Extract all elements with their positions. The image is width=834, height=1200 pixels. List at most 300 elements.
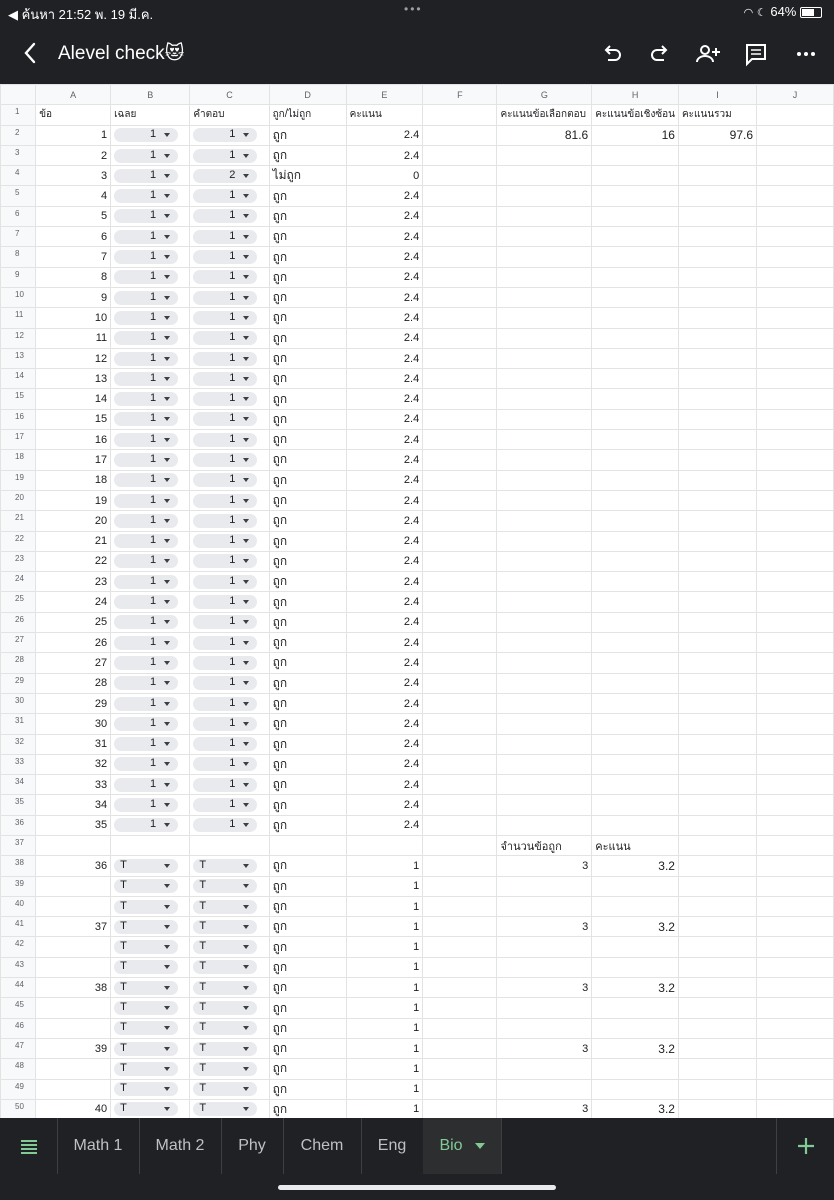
dropdown-chip[interactable]	[193, 453, 257, 467]
cell-c[interactable]	[190, 835, 269, 855]
answer-key-cell[interactable]	[111, 673, 190, 693]
row-header[interactable]: 43	[1, 957, 36, 977]
result-cell[interactable]: ถูก	[269, 978, 346, 998]
cell-g[interactable]	[497, 430, 592, 450]
cell-i[interactable]	[678, 267, 756, 287]
cell-j[interactable]	[757, 734, 834, 754]
answer-key-cell[interactable]	[111, 572, 190, 592]
dropdown-chip[interactable]	[193, 372, 257, 386]
score-cell[interactable]: 2.4	[346, 247, 423, 267]
score-cell[interactable]: 2.4	[346, 470, 423, 490]
row-header[interactable]: 23	[1, 551, 36, 571]
cell-i[interactable]	[678, 957, 756, 977]
dropdown-chip[interactable]	[193, 615, 257, 629]
row-header[interactable]: 48	[1, 1059, 36, 1079]
question-number-cell[interactable]: 27	[36, 653, 111, 673]
result-cell[interactable]: ถูก	[269, 754, 346, 774]
question-number-cell[interactable]	[36, 998, 111, 1018]
cell-j[interactable]	[757, 166, 834, 186]
result-cell[interactable]: ถูก	[269, 1038, 346, 1058]
answer-key-cell[interactable]	[111, 693, 190, 713]
score-cell[interactable]: 2.4	[346, 328, 423, 348]
cell-j[interactable]	[757, 673, 834, 693]
question-number-cell[interactable]	[36, 876, 111, 896]
row-header[interactable]: 33	[1, 754, 36, 774]
question-number-cell[interactable]: 40	[36, 1099, 111, 1118]
cell-g[interactable]	[497, 206, 592, 226]
cell-j[interactable]	[757, 693, 834, 713]
answer-key-cell[interactable]	[111, 409, 190, 429]
cell-f[interactable]	[423, 430, 497, 450]
question-number-cell[interactable]: 3	[36, 166, 111, 186]
question-number-cell[interactable]: 1	[36, 125, 111, 145]
dropdown-chip[interactable]	[114, 412, 178, 426]
dropdown-chip[interactable]	[114, 778, 178, 792]
back-arrow-icon[interactable]	[20, 40, 42, 66]
cell-j[interactable]	[757, 105, 834, 125]
dropdown-chip[interactable]	[114, 737, 178, 751]
answer-cell[interactable]	[190, 227, 269, 247]
answer-cell[interactable]	[190, 308, 269, 328]
summary-total-score[interactable]: 97.6	[678, 125, 756, 145]
question-number-cell[interactable]	[36, 1059, 111, 1079]
answer-key-cell[interactable]	[111, 511, 190, 531]
row-header[interactable]: 8	[1, 247, 36, 267]
row-header[interactable]: 50	[1, 1099, 36, 1118]
answer-key-cell[interactable]	[111, 186, 190, 206]
cell-f[interactable]	[423, 105, 497, 125]
cell-j[interactable]	[757, 247, 834, 267]
score-cell[interactable]: 2.4	[346, 409, 423, 429]
cell-i[interactable]	[678, 795, 756, 815]
column-header-d[interactable]: D	[269, 85, 346, 105]
cell-j[interactable]	[757, 612, 834, 632]
score-cell[interactable]: 2.4	[346, 815, 423, 835]
dropdown-chip[interactable]	[193, 352, 257, 366]
header-cell-g[interactable]: คะแนนข้อเลือกตอบ	[497, 105, 592, 125]
score-cell[interactable]: 2.4	[346, 430, 423, 450]
question-number-cell[interactable]: 39	[36, 1038, 111, 1058]
cell-i[interactable]	[678, 206, 756, 226]
answer-cell[interactable]	[190, 267, 269, 287]
row-header[interactable]: 32	[1, 734, 36, 754]
result-cell[interactable]: ถูก	[269, 389, 346, 409]
score-cell[interactable]: 2.4	[346, 227, 423, 247]
row-header[interactable]: 25	[1, 592, 36, 612]
answer-key-cell[interactable]	[111, 775, 190, 795]
cell-i[interactable]	[678, 287, 756, 307]
cell-f[interactable]	[423, 551, 497, 571]
correct-count-cell[interactable]: 3	[497, 1099, 592, 1118]
row-header[interactable]: 13	[1, 348, 36, 368]
result-cell[interactable]: ถูก	[269, 1018, 346, 1038]
cell-j[interactable]	[757, 490, 834, 510]
question-number-cell[interactable]: 16	[36, 430, 111, 450]
cell-i[interactable]	[678, 633, 756, 653]
result-cell[interactable]: ถูก	[269, 673, 346, 693]
row-header[interactable]: 12	[1, 328, 36, 348]
answer-key-cell[interactable]	[111, 714, 190, 734]
question-number-cell[interactable]	[36, 1018, 111, 1038]
cell-j[interactable]	[757, 369, 834, 389]
dropdown-chip[interactable]	[193, 473, 257, 487]
cell-i[interactable]	[678, 551, 756, 571]
cell-j[interactable]	[757, 470, 834, 490]
result-cell[interactable]: ถูก	[269, 876, 346, 896]
answer-cell[interactable]	[190, 673, 269, 693]
dropdown-chip[interactable]	[193, 1082, 257, 1096]
cell-f[interactable]	[423, 470, 497, 490]
row-header[interactable]: 15	[1, 389, 36, 409]
score-cell[interactable]: 2.4	[346, 795, 423, 815]
score-cell[interactable]: 2.4	[346, 308, 423, 328]
result-cell[interactable]: ถูก	[269, 693, 346, 713]
question-number-cell[interactable]: 37	[36, 917, 111, 937]
cell-f[interactable]	[423, 166, 497, 186]
result-cell[interactable]: ถูก	[269, 572, 346, 592]
cell-i[interactable]	[678, 348, 756, 368]
question-number-cell[interactable]: 25	[36, 612, 111, 632]
score-cell[interactable]: 2.4	[346, 633, 423, 653]
cell-j[interactable]	[757, 1099, 834, 1118]
answer-key-cell[interactable]	[111, 1059, 190, 1079]
dropdown-chip[interactable]	[193, 960, 257, 974]
cell-f[interactable]	[423, 998, 497, 1018]
dropdown-chip[interactable]	[114, 1001, 178, 1015]
header-cell-b[interactable]: เฉลย	[111, 105, 190, 125]
result-cell[interactable]: ถูก	[269, 247, 346, 267]
cell-j[interactable]	[757, 1079, 834, 1099]
answer-cell[interactable]	[190, 409, 269, 429]
answer-cell[interactable]	[190, 917, 269, 937]
answer-key-cell[interactable]	[111, 876, 190, 896]
cell-j[interactable]	[757, 287, 834, 307]
cell-h[interactable]	[592, 389, 679, 409]
cell-i[interactable]	[678, 978, 756, 998]
answer-cell[interactable]	[190, 714, 269, 734]
result-cell[interactable]: ถูก	[269, 1059, 346, 1079]
cell-h[interactable]	[592, 490, 679, 510]
answer-key-cell[interactable]	[111, 1018, 190, 1038]
answer-cell[interactable]	[190, 430, 269, 450]
row-header[interactable]: 39	[1, 876, 36, 896]
dropdown-chip[interactable]	[114, 656, 178, 670]
result-cell[interactable]: ถูก	[269, 795, 346, 815]
dropdown-chip[interactable]	[193, 331, 257, 345]
answer-cell[interactable]	[190, 653, 269, 673]
question-number-cell[interactable]: 14	[36, 389, 111, 409]
row-header[interactable]: 36	[1, 815, 36, 835]
cell-j[interactable]	[757, 815, 834, 835]
result-cell[interactable]: ถูก	[269, 511, 346, 531]
cell-g[interactable]	[497, 754, 592, 774]
cell-j[interactable]	[757, 633, 834, 653]
score-cell[interactable]: 2.4	[346, 775, 423, 795]
answer-cell[interactable]	[190, 775, 269, 795]
answer-cell[interactable]	[190, 754, 269, 774]
result-cell[interactable]: ถูก	[269, 450, 346, 470]
correct-count-cell[interactable]: 3	[497, 917, 592, 937]
answer-key-cell[interactable]	[111, 206, 190, 226]
result-cell[interactable]: ถูก	[269, 125, 346, 145]
cell-h[interactable]	[592, 511, 679, 531]
cell-i[interactable]	[678, 145, 756, 165]
cell-i[interactable]	[678, 1038, 756, 1058]
group-score-cell[interactable]	[592, 957, 679, 977]
dropdown-chip[interactable]	[114, 352, 178, 366]
cell-h[interactable]	[592, 450, 679, 470]
result-cell[interactable]: ถูก	[269, 531, 346, 551]
cell-i[interactable]	[678, 612, 756, 632]
correct-count-cell[interactable]	[497, 1059, 592, 1079]
correct-count-cell[interactable]	[497, 896, 592, 916]
answer-key-cell[interactable]	[111, 734, 190, 754]
add-person-icon[interactable]	[694, 40, 722, 68]
cell-i[interactable]	[678, 490, 756, 510]
dropdown-chip[interactable]	[114, 1042, 178, 1056]
row-header[interactable]: 3	[1, 145, 36, 165]
cell-g[interactable]	[497, 166, 592, 186]
score-cell[interactable]: 2.4	[346, 206, 423, 226]
score-cell[interactable]: 2.4	[346, 531, 423, 551]
answer-cell[interactable]	[190, 815, 269, 835]
answer-key-cell[interactable]	[111, 957, 190, 977]
score-cell[interactable]: 1	[346, 957, 423, 977]
result-cell[interactable]: ถูก	[269, 917, 346, 937]
question-number-cell[interactable]: 23	[36, 572, 111, 592]
section-header-h[interactable]: คะแนน	[592, 835, 679, 855]
correct-count-cell[interactable]	[497, 957, 592, 977]
cell-j[interactable]	[757, 308, 834, 328]
answer-cell[interactable]	[190, 612, 269, 632]
cell-g[interactable]	[497, 511, 592, 531]
dropdown-chip[interactable]	[114, 595, 178, 609]
score-cell[interactable]: 1	[346, 1038, 423, 1058]
dropdown-chip[interactable]	[114, 940, 178, 954]
cell-i[interactable]	[678, 531, 756, 551]
cell-f[interactable]	[423, 978, 497, 998]
group-score-cell[interactable]: 3.2	[592, 856, 679, 876]
group-score-cell[interactable]	[592, 1079, 679, 1099]
question-number-cell[interactable]: 20	[36, 511, 111, 531]
correct-count-cell[interactable]: 3	[497, 1038, 592, 1058]
cell-f[interactable]	[423, 267, 497, 287]
dropdown-chip[interactable]	[193, 900, 257, 914]
dropdown-chip[interactable]	[193, 433, 257, 447]
dropdown-chip[interactable]	[193, 940, 257, 954]
answer-cell[interactable]	[190, 734, 269, 754]
cell-h[interactable]	[592, 734, 679, 754]
result-cell[interactable]: ถูก	[269, 328, 346, 348]
score-cell[interactable]: 2.4	[346, 754, 423, 774]
cell-f[interactable]	[423, 734, 497, 754]
cell-j[interactable]	[757, 1018, 834, 1038]
answer-cell[interactable]	[190, 247, 269, 267]
question-number-cell[interactable]	[36, 957, 111, 977]
cell-j[interactable]	[757, 957, 834, 977]
cell-i[interactable]	[678, 186, 756, 206]
score-cell[interactable]: 2.4	[346, 612, 423, 632]
answer-cell[interactable]	[190, 287, 269, 307]
cell-i[interactable]	[678, 734, 756, 754]
dropdown-chip[interactable]	[193, 636, 257, 650]
question-number-cell[interactable]	[36, 937, 111, 957]
answer-key-cell[interactable]	[111, 653, 190, 673]
dropdown-chip[interactable]	[193, 230, 257, 244]
cell-f[interactable]	[423, 450, 497, 470]
question-number-cell[interactable]: 33	[36, 775, 111, 795]
question-number-cell[interactable]: 4	[36, 186, 111, 206]
cell-f[interactable]	[423, 693, 497, 713]
spreadsheet-grid[interactable]	[0, 84, 834, 1118]
row-header[interactable]: 11	[1, 308, 36, 328]
dropdown-chip[interactable]	[193, 798, 257, 812]
dropdown-chip[interactable]	[193, 818, 257, 832]
dropdown-chip[interactable]	[114, 1021, 178, 1035]
result-cell[interactable]: ถูก	[269, 470, 346, 490]
cell-f[interactable]	[423, 572, 497, 592]
result-cell[interactable]: ถูก	[269, 430, 346, 450]
answer-cell[interactable]	[190, 369, 269, 389]
cell-f[interactable]	[423, 369, 497, 389]
cell-g[interactable]	[497, 308, 592, 328]
cell-g[interactable]	[497, 693, 592, 713]
score-cell[interactable]: 2.4	[346, 693, 423, 713]
dropdown-chip[interactable]	[114, 636, 178, 650]
cell-h[interactable]	[592, 795, 679, 815]
cell-d[interactable]	[269, 835, 346, 855]
dropdown-chip[interactable]	[193, 697, 257, 711]
answer-key-cell[interactable]	[111, 287, 190, 307]
row-header[interactable]: 30	[1, 693, 36, 713]
cell-g[interactable]	[497, 612, 592, 632]
cell-f[interactable]	[423, 1018, 497, 1038]
score-cell[interactable]: 1	[346, 978, 423, 998]
dropdown-chip[interactable]	[193, 737, 257, 751]
cell-j[interactable]	[757, 267, 834, 287]
column-header-i[interactable]: I	[678, 85, 756, 105]
cell-h[interactable]	[592, 673, 679, 693]
result-cell[interactable]: ถูก	[269, 633, 346, 653]
cell-i[interactable]	[678, 714, 756, 734]
cell-g[interactable]	[497, 145, 592, 165]
answer-key-cell[interactable]	[111, 592, 190, 612]
question-number-cell[interactable]: 10	[36, 308, 111, 328]
dropdown-chip[interactable]	[114, 392, 178, 406]
answer-cell[interactable]	[190, 1099, 269, 1118]
group-score-cell[interactable]: 3.2	[592, 1038, 679, 1058]
dropdown-chip[interactable]	[193, 778, 257, 792]
dropdown-chip[interactable]	[193, 209, 257, 223]
cell-i[interactable]	[678, 409, 756, 429]
cell-i[interactable]	[678, 653, 756, 673]
cell-h[interactable]	[592, 470, 679, 490]
cell-j[interactable]	[757, 754, 834, 774]
cell-i[interactable]	[678, 1099, 756, 1118]
question-number-cell[interactable]: 35	[36, 815, 111, 835]
answer-cell[interactable]	[190, 145, 269, 165]
group-score-cell[interactable]	[592, 937, 679, 957]
cell-f[interactable]	[423, 1079, 497, 1099]
sheet-tab-chem[interactable]	[283, 1118, 362, 1174]
cell-h[interactable]	[592, 409, 679, 429]
dropdown-chip[interactable]	[114, 615, 178, 629]
cell-h[interactable]	[592, 287, 679, 307]
cell-g[interactable]	[497, 673, 592, 693]
question-number-cell[interactable]: 36	[36, 856, 111, 876]
sheet-tab-phy[interactable]	[221, 1118, 284, 1174]
cell-f[interactable]	[423, 775, 497, 795]
section-header-g[interactable]: จำนวนข้อถูก	[497, 835, 592, 855]
cell-i[interactable]	[678, 856, 756, 876]
cell-i[interactable]	[678, 917, 756, 937]
cell-g[interactable]	[497, 450, 592, 470]
answer-cell[interactable]	[190, 896, 269, 916]
more-options-icon[interactable]	[792, 40, 820, 68]
dropdown-chip[interactable]	[114, 250, 178, 264]
cell-j[interactable]	[757, 186, 834, 206]
dropdown-chip[interactable]	[193, 676, 257, 690]
dropdown-chip[interactable]	[114, 981, 178, 995]
cell-f[interactable]	[423, 409, 497, 429]
cell-f[interactable]	[423, 714, 497, 734]
correct-count-cell[interactable]	[497, 876, 592, 896]
answer-key-cell[interactable]	[111, 389, 190, 409]
question-number-cell[interactable]: 5	[36, 206, 111, 226]
cell-i[interactable]	[678, 308, 756, 328]
cell-h[interactable]	[592, 592, 679, 612]
dropdown-chip[interactable]	[114, 189, 178, 203]
dropdown-chip[interactable]	[114, 554, 178, 568]
row-header[interactable]: 38	[1, 856, 36, 876]
cell-h[interactable]	[592, 775, 679, 795]
cell-f[interactable]	[423, 592, 497, 612]
cell-i[interactable]	[678, 775, 756, 795]
cell-h[interactable]	[592, 247, 679, 267]
result-cell[interactable]: ถูก	[269, 145, 346, 165]
row-header[interactable]: 37	[1, 835, 36, 855]
cell-j[interactable]	[757, 572, 834, 592]
cell-f[interactable]	[423, 186, 497, 206]
cell-f[interactable]	[423, 917, 497, 937]
score-cell[interactable]: 2.4	[346, 572, 423, 592]
cell-i[interactable]	[678, 328, 756, 348]
question-number-cell[interactable]: 19	[36, 490, 111, 510]
document-title[interactable]: Alevel check😻	[58, 43, 185, 64]
answer-cell[interactable]	[190, 348, 269, 368]
correct-count-cell[interactable]	[497, 1018, 592, 1038]
cell-g[interactable]	[497, 592, 592, 612]
answer-cell[interactable]	[190, 795, 269, 815]
dropdown-chip[interactable]	[114, 676, 178, 690]
header-cell-c[interactable]: คำตอบ	[190, 105, 269, 125]
cell-h[interactable]	[592, 267, 679, 287]
cell-g[interactable]	[497, 653, 592, 673]
answer-key-cell[interactable]	[111, 754, 190, 774]
result-cell[interactable]: ถูก	[269, 1079, 346, 1099]
cell-f[interactable]	[423, 896, 497, 916]
answer-key-cell[interactable]	[111, 348, 190, 368]
undo-icon[interactable]	[598, 40, 626, 68]
score-cell[interactable]: 1	[346, 1099, 423, 1118]
cell-f[interactable]	[423, 125, 497, 145]
result-cell[interactable]: ถูก	[269, 998, 346, 1018]
dropdown-chip[interactable]	[114, 798, 178, 812]
score-cell[interactable]: 1	[346, 1059, 423, 1079]
cell-f[interactable]	[423, 957, 497, 977]
cell-h[interactable]	[592, 328, 679, 348]
score-cell[interactable]: 2.4	[346, 389, 423, 409]
